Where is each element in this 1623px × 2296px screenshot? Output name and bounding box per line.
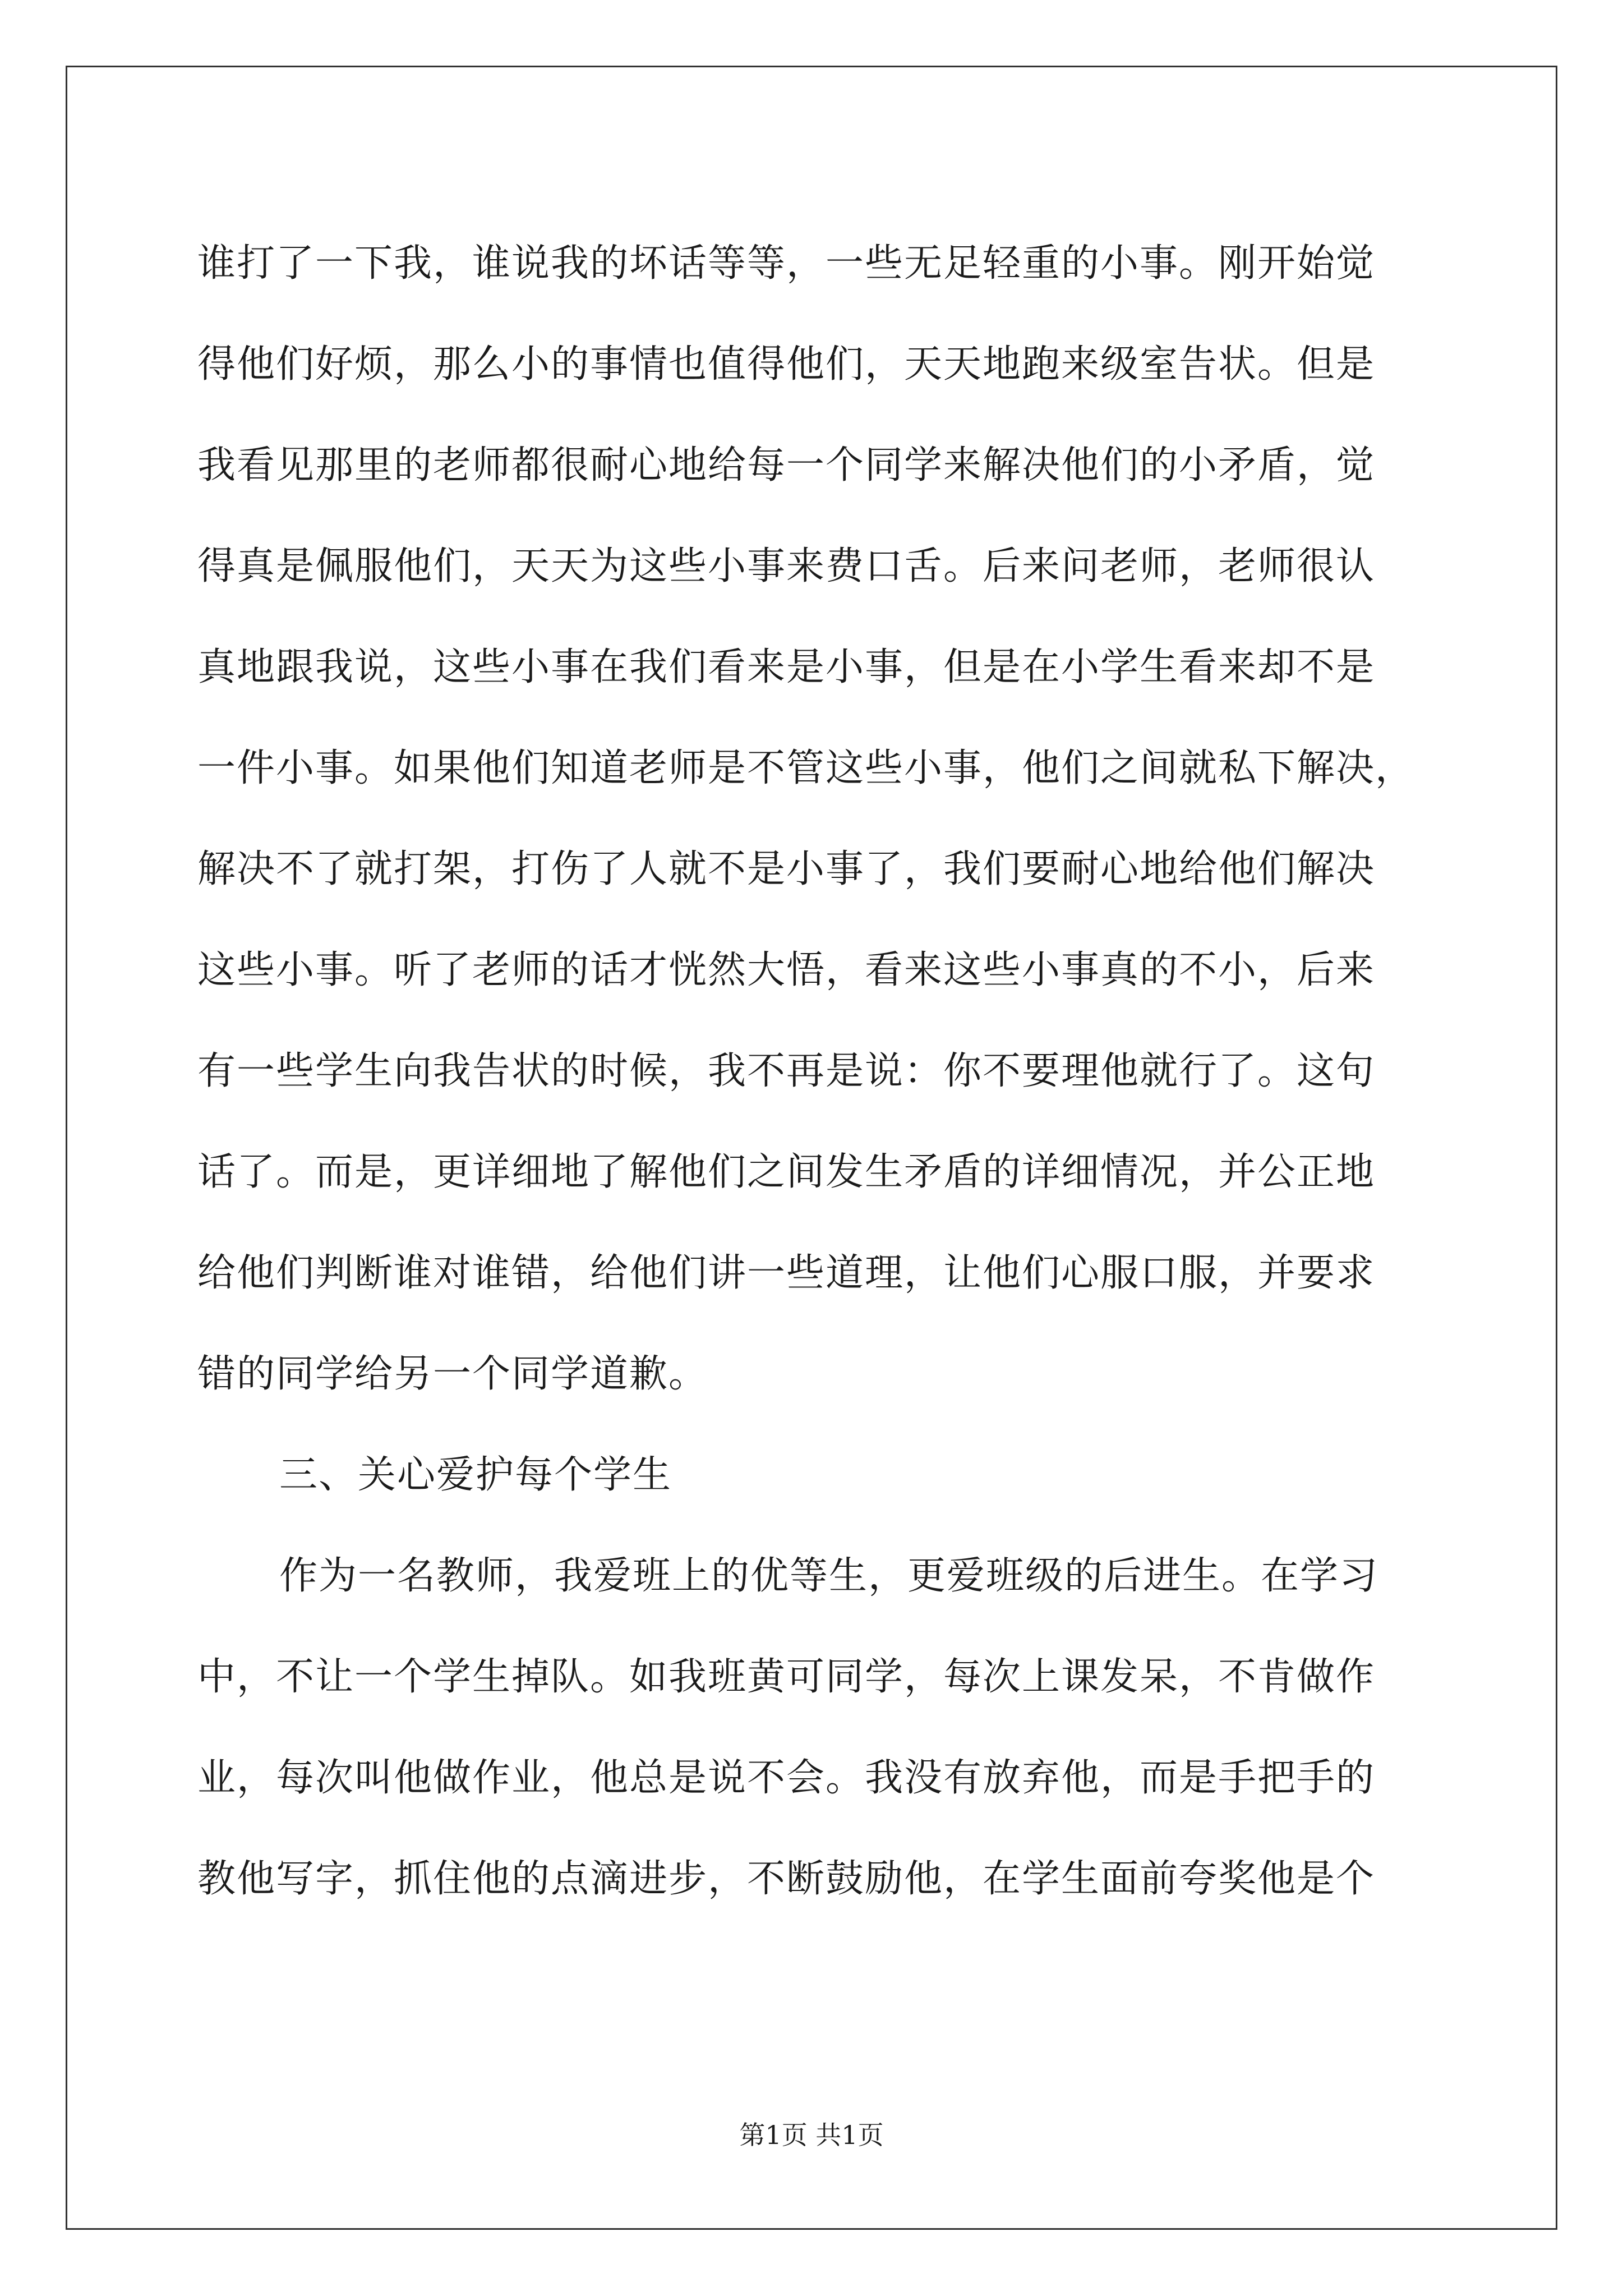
section-heading: 三、关心爱护每个学生 bbox=[279, 1453, 672, 1497]
text-line: 话了。而是，更详细地了解他们之间发生矛盾的详细情况，并公正地 bbox=[197, 1150, 1376, 1194]
text-line: 有一些学生向我告状的时候，我不再是说：你不要理他就行了。这句 bbox=[197, 1049, 1376, 1093]
text-line: 谁打了一下我，谁说我的坏话等等，一些无足轻重的小事。刚开始觉 bbox=[197, 241, 1376, 286]
text-line: 教他写字，抓住他的点滴进步，不断鼓励他，在学生面前夸奖他是个 bbox=[197, 1857, 1376, 1901]
text-line: 作为一名教师，我爱班上的优等生，更爱班级的后进生。在学习 bbox=[279, 1554, 1379, 1598]
page-footer: 第1页 共1页 bbox=[739, 2120, 884, 2150]
text-line: 业，每次叫他做作业，他总是说不会。我没有放弃他，而是手把手的 bbox=[197, 1756, 1376, 1800]
text-line: 真地跟我说，这些小事在我们看来是小事，但是在小学生看来却不是 bbox=[197, 645, 1376, 689]
document-body bbox=[197, 213, 1431, 1930]
text-line: 给他们判断谁对谁错，给他们讲一些道理，让他们心服口服，并要求 bbox=[197, 1251, 1376, 1295]
text-line: 我看见那里的老师都很耐心地给每一个同学来解决他们的小矛盾，觉 bbox=[197, 443, 1376, 487]
text-line: 得真是佩服他们，天天为这些小事来费口舌。后来问老师，老师很认 bbox=[197, 544, 1376, 588]
text-line: 这些小事。听了老师的话才恍然大悟，看来这些小事真的不小，后来 bbox=[197, 948, 1376, 992]
text-line: 解决不了就打架，打伤了人就不是小事了，我们要耐心地给他们解决 bbox=[197, 847, 1376, 891]
text-line: 中，不让一个学生掉队。如我班黄可同学，每次上课发呆，不肯做作 bbox=[197, 1655, 1376, 1699]
text-line: 得他们好烦，那么小的事情也值得他们，天天地跑来级室告状。但是 bbox=[197, 342, 1376, 386]
text-line: 错的同学给另一个同学道歉。 bbox=[197, 1352, 708, 1396]
text-line: 一件小事。如果他们知道老师是不管这些小事，他们之间就私下解决， bbox=[197, 746, 1415, 790]
